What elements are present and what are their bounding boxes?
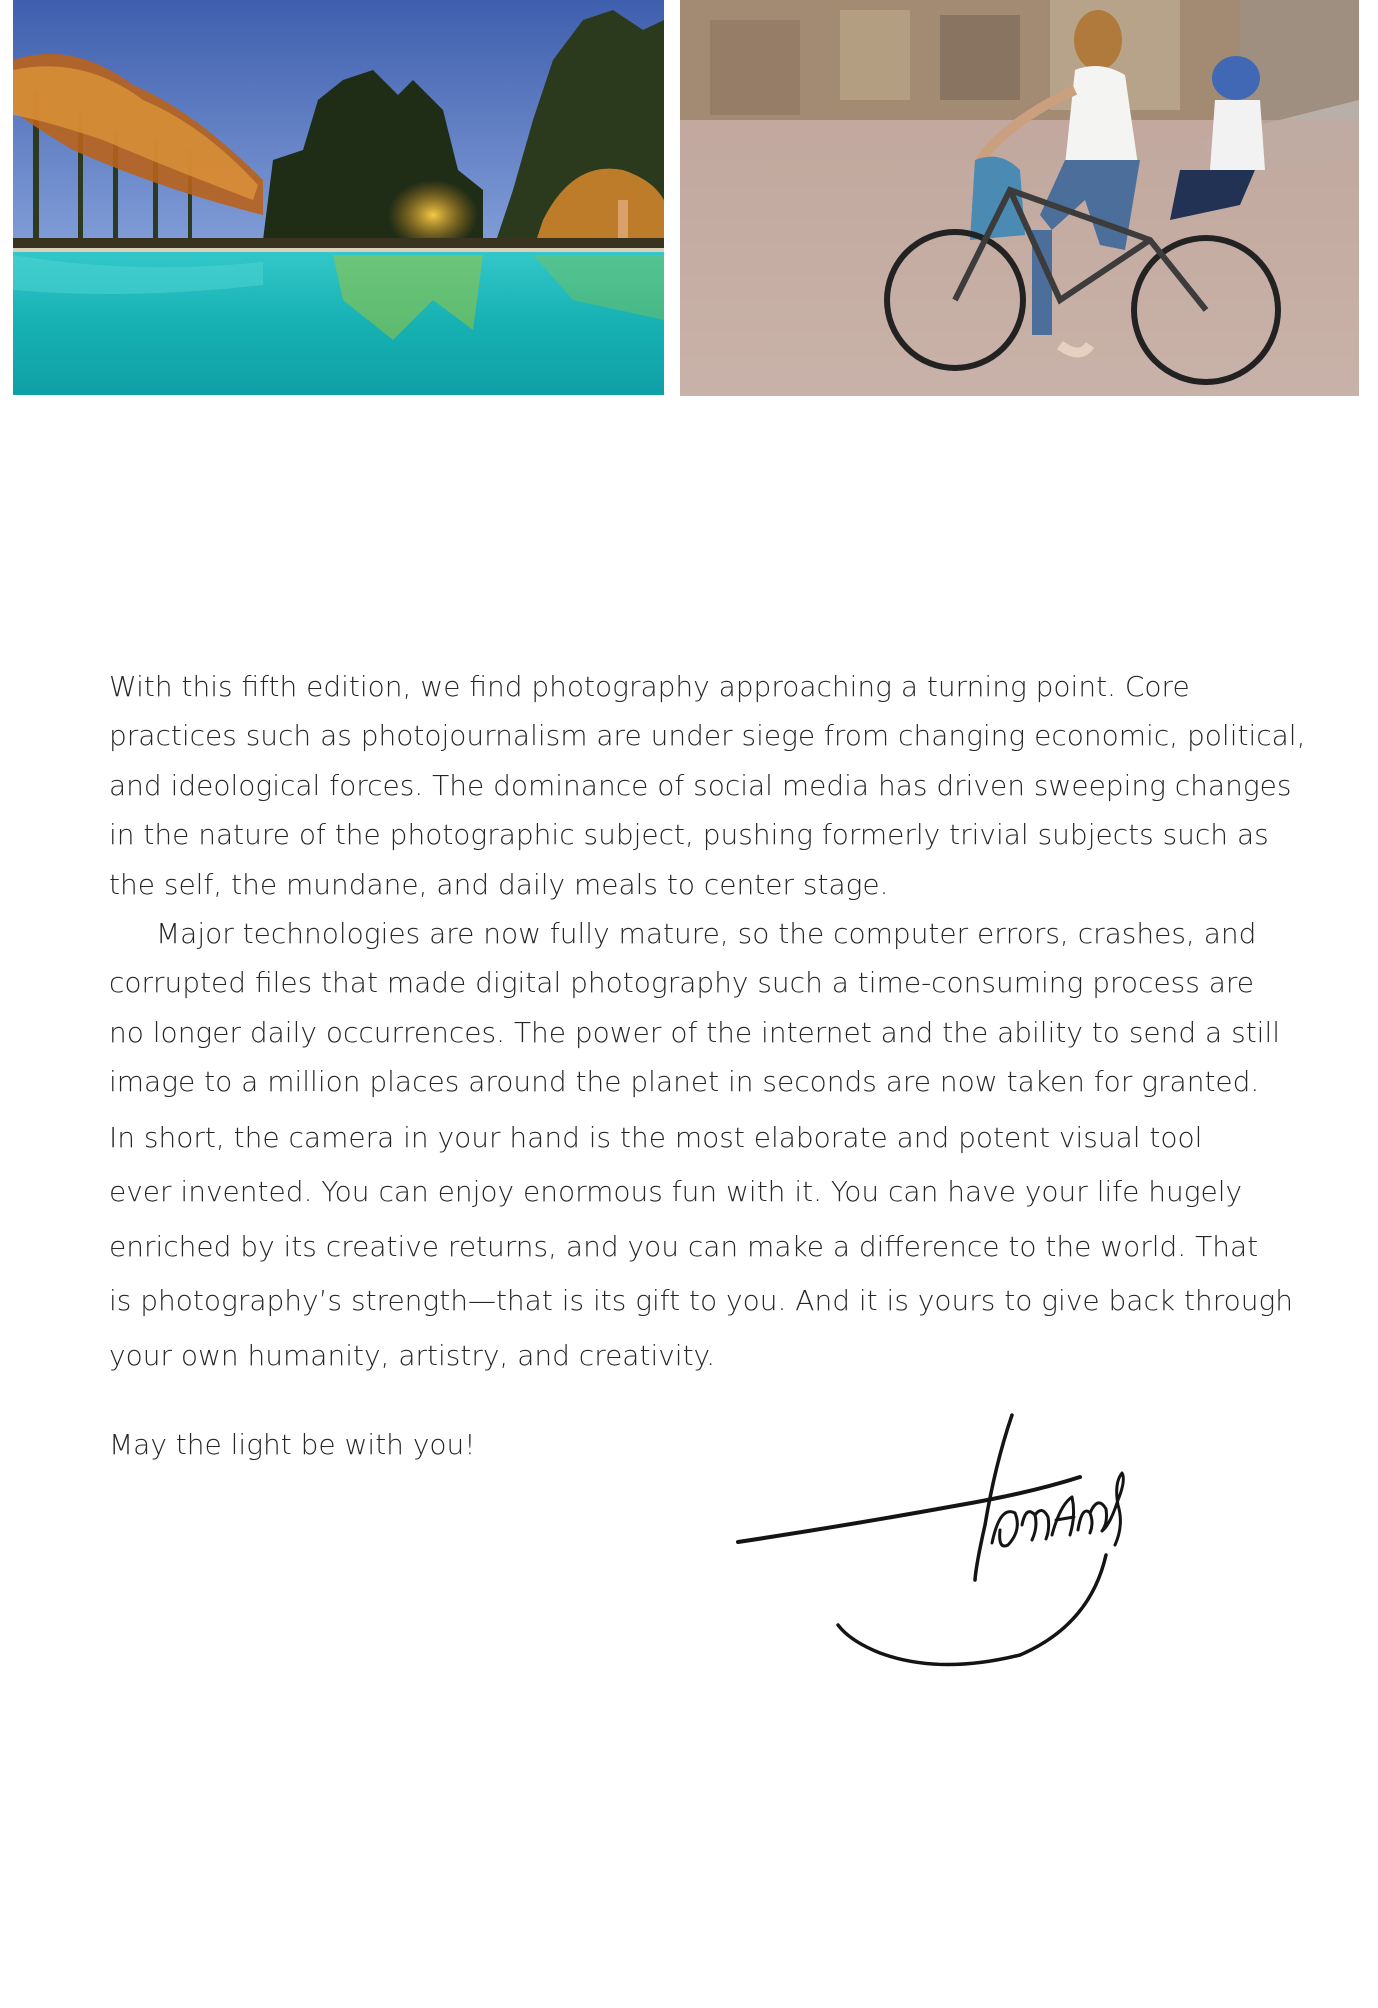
text-line: and ideological forces. The dominance of social media has driven sweeping changes	[109, 768, 1292, 802]
paragraph-2	[109, 909, 1281, 1107]
text-line: your own humanity, artistry, and creativity.	[109, 1339, 716, 1373]
text-line: ever invented. You can enjoy enormous fun with it. You can have your life hugely	[109, 1175, 1243, 1209]
text-line: enriched by its creative returns, and you can make a difference to the world. That	[109, 1229, 1259, 1263]
text-line: in the nature of the photographic subject, pushing formerly trivial subjects such as	[109, 818, 1269, 852]
text-line: image to a million places around the planet in seconds are now taken for granted.	[109, 1065, 1260, 1099]
text-line: is photography’s strength—that is its gift to you. And it is yours to give back through	[109, 1284, 1294, 1318]
paragraph-1	[109, 662, 1306, 909]
text-line: Major technologies are now fully mature, so the computer errors, crashes, and	[156, 917, 1257, 951]
body-text	[109, 662, 1306, 1380]
text-line: corrupted files that made digital photography such a time-consuming process are	[109, 966, 1255, 1000]
text-line: the self, the mundane, and daily meals to center stage.	[109, 867, 889, 901]
text-line: With this fifth edition, we find photography approaching a turning point. Core	[109, 670, 1190, 703]
text-line: In short, the camera in your hand is the most elaborate and potent visual tool	[109, 1120, 1203, 1154]
pool-photo	[13, 0, 664, 395]
pool-photo-image	[13, 0, 664, 395]
bicycle-photo	[680, 0, 1359, 396]
closing-line: May the light be with you!	[109, 1428, 476, 1461]
text-line: no longer daily occurrences. The power of the internet and the ability to send a still	[109, 1015, 1281, 1049]
text-line: practices such as photojournalism are under siege from changing economic, political,	[109, 719, 1306, 753]
paragraph-2-continued	[109, 1111, 1294, 1384]
signature	[730, 1405, 1160, 1670]
bicycle-photo-image	[680, 0, 1359, 396]
